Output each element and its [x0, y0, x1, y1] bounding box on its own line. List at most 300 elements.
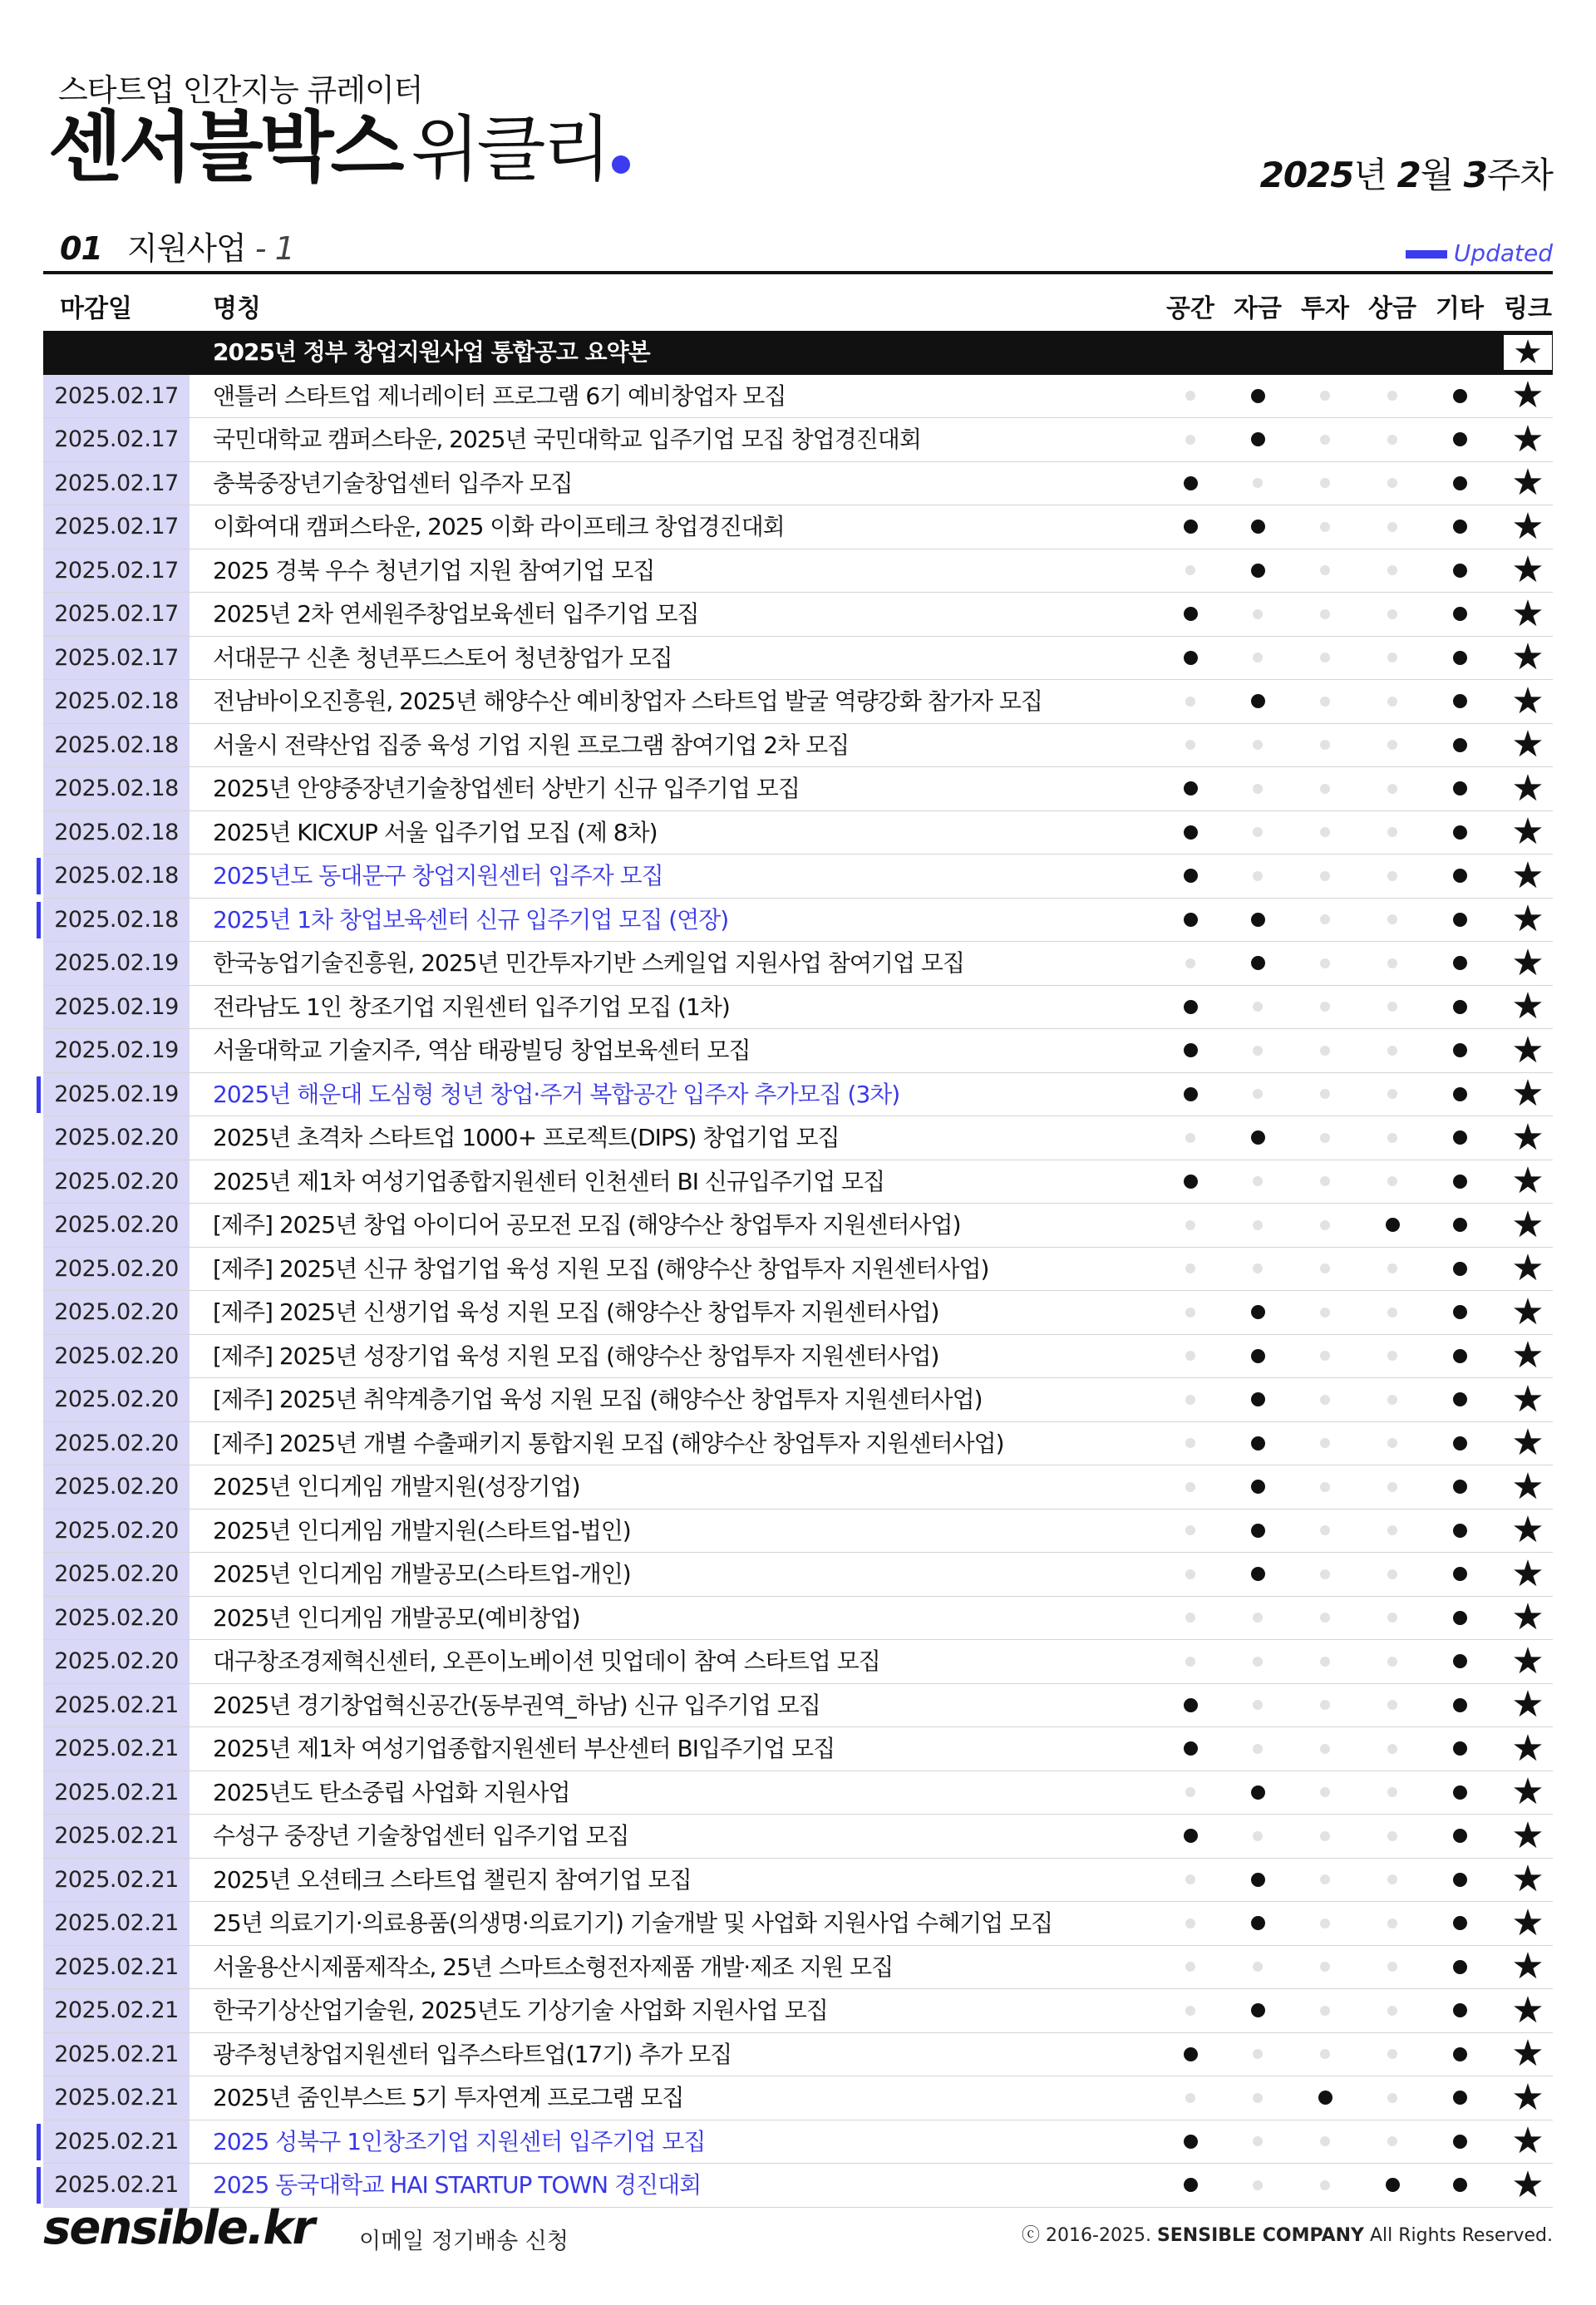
fund-on-dot-icon [1224, 942, 1291, 985]
row-title[interactable]: [제주] 2025년 취약계층기업 육성 지원 모집 (해양수산 창업투자 지원센터사업) [213, 1386, 983, 1413]
row-deadline: 2025.02.20 [43, 1116, 190, 1160]
row-title[interactable]: 서울용산시제품제작소, 25년 스마트소형전자제품 개발·제조 지원 모집 [213, 1953, 894, 1981]
invest-off-dot-icon [1292, 1989, 1358, 2032]
invest-off-dot-icon [1292, 2033, 1358, 2076]
row-deadline: 2025.02.21 [43, 1902, 190, 1945]
link-star-icon[interactable]: ★ [1511, 2120, 1544, 2163]
link-star-icon[interactable]: ★ [1511, 854, 1544, 897]
prize-off-dot-icon [1359, 1422, 1426, 1465]
row-title[interactable]: 2025년도 동대문구 창업지원센터 입주자 모집 [213, 862, 663, 889]
column-header-date: 마감일 [60, 294, 132, 323]
etc-on-dot-icon [1426, 549, 1493, 593]
link-star-icon[interactable]: ★ [1511, 1726, 1544, 1770]
row-title[interactable]: 대구창조경제혁신센터, 오픈이노베이션 밋업데이 참여 스타트업 모집 [213, 1647, 880, 1675]
space-off-dot-icon [1157, 1378, 1224, 1421]
invest-off-dot-icon [1292, 811, 1358, 855]
link-star-icon[interactable]: ★ [1511, 1683, 1544, 1726]
table-header [43, 274, 1553, 331]
space-off-dot-icon [1157, 1248, 1224, 1291]
link-star-icon[interactable]: ★ [1511, 1421, 1544, 1465]
fund-off-dot-icon [1224, 2120, 1291, 2164]
fund-on-dot-icon [1224, 1989, 1291, 2032]
link-star-icon[interactable]: ★ [1511, 1814, 1544, 1857]
table-row[interactable] [43, 1553, 1553, 1597]
fund-on-dot-icon [1224, 1553, 1291, 1596]
table-row[interactable] [43, 462, 1553, 506]
link-star-icon[interactable]: ★ [1511, 1203, 1544, 1246]
prize-off-dot-icon [1359, 1815, 1426, 1858]
etc-on-dot-icon [1426, 1771, 1493, 1815]
link-star-icon[interactable]: ★ [1511, 2032, 1544, 2076]
row-title[interactable]: 2025년 제1차 여성기업종합지원센터 인천센터 BI 신규입주기업 모집 [213, 1167, 885, 1195]
table-row[interactable] [43, 767, 1553, 811]
etc-on-dot-icon [1426, 2033, 1493, 2076]
invest-off-dot-icon [1292, 899, 1358, 942]
link-star-icon[interactable]: ★ [1511, 1988, 1544, 2032]
row-deadline: 2025.02.18 [43, 855, 190, 898]
week-month: 2 [1396, 155, 1421, 195]
table-row[interactable] [43, 1073, 1553, 1117]
table-row[interactable] [43, 942, 1553, 986]
link-star-icon[interactable]: ★ [1511, 636, 1544, 679]
fund-on-dot-icon [1224, 418, 1291, 461]
table-row[interactable] [43, 549, 1553, 593]
etc-on-dot-icon [1426, 1597, 1493, 1640]
space-off-dot-icon [1157, 1989, 1224, 2032]
row-title[interactable]: 2025년 해운대 도심형 청년 창업·주거 복합공간 입주자 추가모집 (3차) [213, 1080, 900, 1108]
row-title[interactable]: 2025 성북구 1인창조기업 지원센터 입주기업 모집 [213, 2127, 706, 2155]
table-row[interactable] [43, 1902, 1553, 1946]
invest-off-dot-icon [1292, 1640, 1358, 1683]
link-star-icon[interactable]: ★ [1511, 417, 1544, 461]
etc-on-dot-icon [1426, 2164, 1493, 2207]
row-deadline: 2025.02.21 [43, 1946, 190, 1989]
row-title[interactable]: [제주] 2025년 개별 수출패키지 통합지원 모집 (해양수산 창업투자 지원센터사업) [213, 1429, 1004, 1457]
invest-off-dot-icon [1292, 505, 1358, 549]
etc-on-dot-icon [1426, 1029, 1493, 1072]
table-row[interactable] [43, 1640, 1553, 1684]
copyright [1022, 2221, 1553, 2247]
link-star-icon[interactable]: ★ [1511, 1377, 1544, 1421]
row-deadline: 2025.02.18 [43, 680, 190, 723]
space-on-dot-icon [1157, 811, 1224, 855]
fund-on-dot-icon [1224, 1422, 1291, 1465]
prize-off-dot-icon [1359, 418, 1426, 461]
fund-on-dot-icon [1224, 1378, 1291, 1421]
link-star-icon[interactable]: ★ [1511, 1639, 1544, 1682]
prize-off-dot-icon [1359, 2033, 1426, 2076]
fund-off-dot-icon [1224, 1160, 1291, 1204]
table-row[interactable] [43, 1116, 1553, 1160]
etc-on-dot-icon [1426, 1160, 1493, 1204]
footer-brand-logo[interactable]: sensible.kr [43, 2201, 314, 2255]
link-star-icon[interactable]: ★ [1511, 2163, 1544, 2206]
fund-off-dot-icon [1224, 767, 1291, 810]
table-row[interactable] [43, 855, 1553, 899]
invest-off-dot-icon [1292, 1771, 1358, 1815]
row-title[interactable]: [제주] 2025년 신규 창업기업 육성 지원 모집 (해양수산 창업투자 지원센터사업) [213, 1254, 989, 1283]
prize-off-dot-icon [1359, 1160, 1426, 1204]
column-header-link: 링크 [1504, 294, 1552, 323]
fund-off-dot-icon [1224, 1815, 1291, 1858]
prize-off-dot-icon [1359, 1116, 1426, 1160]
table-row[interactable] [43, 1378, 1553, 1422]
row-deadline: 2025.02.21 [43, 1859, 190, 1902]
table-row[interactable] [43, 593, 1553, 637]
invest-off-dot-icon [1292, 1859, 1358, 1902]
row-title[interactable]: 2025년 오션테크 스타트업 챌린지 참여기업 모집 [213, 1865, 692, 1894]
link-star-icon[interactable]: ★ [1511, 1160, 1544, 1203]
invest-off-dot-icon [1292, 767, 1358, 810]
table-row[interactable] [43, 811, 1553, 855]
invest-off-dot-icon [1292, 1946, 1358, 1989]
table-row[interactable] [43, 1204, 1553, 1248]
space-off-dot-icon [1157, 1204, 1224, 1247]
row-deadline: 2025.02.17 [43, 375, 190, 418]
row-deadline: 2025.02.17 [43, 462, 190, 505]
table-row[interactable] [43, 2033, 1553, 2077]
prize-off-dot-icon [1359, 1510, 1426, 1553]
row-deadline: 2025.02.20 [43, 1204, 190, 1247]
row-deadline: 2025.02.18 [43, 899, 190, 942]
fund-on-dot-icon [1224, 1902, 1291, 1945]
updated-legend-bar-icon [1406, 250, 1447, 259]
copyright-rights: All Rights Reserved. [1369, 2225, 1553, 2246]
row-title[interactable]: 2025 동국대학교 HAI STARTUP TOWN 경진대회 [213, 2171, 702, 2199]
etc-on-dot-icon [1426, 2076, 1493, 2120]
space-off-dot-icon [1157, 1116, 1224, 1160]
prize-off-dot-icon [1359, 1291, 1426, 1334]
fund-off-dot-icon [1224, 462, 1291, 505]
fund-off-dot-icon [1224, 855, 1291, 898]
table-row[interactable] [43, 2076, 1553, 2120]
row-deadline: 2025.02.17 [43, 549, 190, 593]
link-star-icon[interactable]: ★ [1511, 766, 1544, 810]
table-row[interactable] [43, 986, 1553, 1030]
table-row[interactable] [43, 1989, 1553, 2033]
table-row[interactable] [43, 505, 1553, 549]
link-star-icon[interactable]: ★ [1511, 1465, 1544, 1508]
link-star-icon[interactable]: ★ [1511, 1771, 1544, 1814]
space-off-dot-icon [1157, 549, 1224, 593]
row-title[interactable]: 이화여대 캠퍼스타운, 2025 이화 라이프테크 창업경진대회 [213, 513, 785, 540]
row-title[interactable]: 서울대학교 기술지주, 역삼 태광빌딩 창업보육센터 모집 [213, 1037, 751, 1064]
fund-off-dot-icon [1224, 1946, 1291, 1989]
table-row[interactable] [43, 637, 1553, 681]
etc-on-dot-icon [1426, 1116, 1493, 1160]
row-deadline: 2025.02.20 [43, 1510, 190, 1553]
prize-off-dot-icon [1359, 811, 1426, 855]
prize-on-dot-icon [1359, 1204, 1426, 1247]
row-title[interactable]: 2025년 안양중장년기술창업센터 상반기 신규 입주기업 모집 [213, 775, 800, 802]
table-row[interactable] [43, 418, 1553, 462]
row-deadline: 2025.02.19 [43, 1073, 190, 1116]
fund-off-dot-icon [1224, 1073, 1291, 1116]
link-star-icon[interactable]: ★ [1511, 1072, 1544, 1116]
week-year-suffix: 년 [1353, 155, 1387, 195]
link-star-icon[interactable]: ★ [1511, 1901, 1544, 1944]
etc-on-dot-icon [1426, 811, 1493, 855]
fund-off-dot-icon [1224, 1684, 1291, 1727]
row-title[interactable]: 광주청년창업지원센터 입주스타트업(17기) 추가 모집 [213, 2040, 732, 2068]
table-body [43, 331, 1553, 2208]
fund-on-dot-icon [1224, 1465, 1291, 1509]
invest-off-dot-icon [1292, 942, 1358, 985]
invest-off-dot-icon [1292, 418, 1358, 461]
space-off-dot-icon [1157, 1510, 1224, 1553]
invest-off-dot-icon [1292, 2164, 1358, 2207]
invest-off-dot-icon [1292, 462, 1358, 505]
subscribe-link[interactable]: 이메일 정기배송 신청 [359, 2229, 569, 2254]
invest-off-dot-icon [1292, 549, 1358, 593]
space-off-dot-icon [1157, 1946, 1224, 1989]
etc-on-dot-icon [1426, 418, 1493, 461]
space-off-dot-icon [1157, 375, 1224, 418]
link-star-icon[interactable]: ★ [1511, 1509, 1544, 1552]
table-row[interactable] [43, 1859, 1553, 1903]
invest-off-dot-icon [1292, 1553, 1358, 1596]
row-title[interactable]: 2025년 경기창업혁신공간(동부권역_하남) 신규 입주기업 모집 [213, 1691, 820, 1719]
prize-off-dot-icon [1359, 2076, 1426, 2120]
row-title[interactable]: 전라남도 1인 창조기업 지원센터 입주기업 모집 (1차) [213, 992, 730, 1021]
fund-off-dot-icon [1224, 1029, 1291, 1072]
space-on-dot-icon [1157, 593, 1224, 636]
prize-off-dot-icon [1359, 855, 1426, 898]
space-off-dot-icon [1157, 1902, 1224, 1945]
table-row[interactable] [43, 680, 1553, 724]
space-off-dot-icon [1157, 1465, 1224, 1509]
row-deadline: 2025.02.21 [43, 2076, 190, 2120]
week-number-suffix: 주차 [1486, 155, 1553, 195]
row-deadline: 2025.02.21 [43, 1727, 190, 1771]
prize-off-dot-icon [1359, 680, 1426, 723]
table-row[interactable] [43, 1597, 1553, 1641]
invest-off-dot-icon [1292, 1248, 1358, 1291]
row-title[interactable]: 2025년 KICXUP 서울 입주기업 모집 (제 8차) [213, 818, 658, 846]
link-star-icon[interactable]: ★ [1511, 985, 1544, 1028]
table-row[interactable] [43, 1465, 1553, 1510]
prize-off-dot-icon [1359, 1902, 1426, 1945]
table-row[interactable] [43, 1684, 1553, 1728]
row-deadline: 2025.02.21 [43, 1684, 190, 1727]
row-title[interactable]: 2025년 줌인부스트 5기 투자연계 프로그램 모집 [213, 2084, 684, 2111]
etc-on-dot-icon [1426, 724, 1493, 767]
link-star-icon[interactable]: ★ [1511, 1596, 1544, 1639]
row-title[interactable]: 2025년 초격차 스타트업 1000+ 프로젝트(DIPS) 창업기업 모집 [213, 1124, 840, 1151]
row-title[interactable]: 2025년 제1차 여성기업종합지원센터 부산센터 BI입주기업 모집 [213, 1735, 835, 1762]
table-row[interactable] [43, 1291, 1553, 1335]
row-title[interactable]: [제주] 2025년 성장기업 육성 지원 모집 (해양수산 창업투자 지원센터사업) [213, 1342, 939, 1370]
prize-off-dot-icon [1359, 1465, 1426, 1509]
row-deadline: 2025.02.21 [43, 2120, 190, 2164]
row-title[interactable]: 수성구 중장년 기술창업센터 입주기업 모집 [213, 1822, 629, 1849]
space-off-dot-icon [1157, 1335, 1224, 1378]
column-header-prize: 상금 [1368, 294, 1416, 323]
etc-on-dot-icon [1426, 1422, 1493, 1465]
prize-off-dot-icon [1359, 549, 1426, 593]
column-header-space: 공간 [1166, 294, 1214, 323]
prize-off-dot-icon [1359, 899, 1426, 942]
row-title[interactable]: 2025년도 탄소중립 사업화 지원사업 [213, 1778, 570, 1806]
link-star-icon[interactable]: ★ [1511, 941, 1544, 984]
prize-off-dot-icon [1359, 1597, 1426, 1640]
space-on-dot-icon [1157, 986, 1224, 1029]
week-number: 3 [1463, 155, 1487, 195]
space-on-dot-icon [1157, 1815, 1224, 1858]
fund-on-dot-icon [1224, 1116, 1291, 1160]
link-star-icon[interactable]: ★ [1511, 1116, 1544, 1159]
row-deadline: 2025.02.20 [43, 1378, 190, 1421]
row-title[interactable]: 앤틀러 스타트업 제너레이터 프로그램 6기 예비창업자 모집 [213, 382, 786, 410]
table-row[interactable] [43, 1335, 1553, 1379]
etc-on-dot-icon [1426, 1073, 1493, 1116]
link-star-icon[interactable]: ★ [1511, 1334, 1544, 1377]
row-deadline: 2025.02.18 [43, 767, 190, 810]
row-title[interactable]: 2025년 인디게임 개발지원(성장기업) [213, 1473, 580, 1500]
space-off-dot-icon [1157, 724, 1224, 767]
prize-on-dot-icon [1359, 2164, 1426, 2207]
row-title[interactable]: 국민대학교 캠퍼스타운, 2025년 국민대학교 입주기업 모집 창업경진대회 [213, 426, 921, 453]
space-off-dot-icon [1157, 418, 1224, 461]
space-off-dot-icon [1157, 1422, 1224, 1465]
row-title[interactable]: 서울시 전략산업 집중 육성 기업 지원 프로그램 참여기업 2차 모집 [213, 731, 850, 759]
row-title[interactable]: 2025 경북 우수 청년기업 지원 참여기업 모집 [213, 556, 655, 584]
prize-off-dot-icon [1359, 1727, 1426, 1771]
etc-on-dot-icon [1426, 1946, 1493, 1989]
invest-off-dot-icon [1292, 2120, 1358, 2164]
prize-off-dot-icon [1359, 1946, 1426, 1989]
fund-off-dot-icon [1224, 2033, 1291, 2076]
row-title[interactable]: 2025년 인디게임 개발공모(스타트업-개인) [213, 1560, 631, 1588]
fund-off-dot-icon [1224, 724, 1291, 767]
section-number: 01 [60, 230, 102, 267]
link-star-icon[interactable]: ★ [1511, 679, 1544, 722]
invest-off-dot-icon [1292, 375, 1358, 418]
space-on-dot-icon [1157, 1684, 1224, 1727]
row-deadline: 2025.02.21 [43, 1989, 190, 2032]
fund-off-dot-icon [1224, 593, 1291, 636]
link-star-icon[interactable]: ★ [1511, 1858, 1544, 1901]
link-star-icon[interactable]: ★ [1511, 505, 1544, 548]
fund-on-dot-icon [1224, 1335, 1291, 1378]
table-row[interactable] [43, 375, 1553, 419]
title-light: 위클리 [411, 108, 608, 191]
link-star-icon[interactable]: ★ [1511, 1945, 1544, 1988]
fund-on-dot-icon [1224, 549, 1291, 593]
etc-on-dot-icon [1426, 855, 1493, 898]
space-on-dot-icon [1157, 1029, 1224, 1072]
link-star-icon[interactable]: ★ [1511, 461, 1544, 505]
row-title[interactable]: 한국농업기술진흥원, 2025년 민간투자기반 스케일업 지원사업 참여기업 모집 [213, 949, 965, 977]
table-row[interactable] [43, 1510, 1553, 1554]
row-title[interactable]: 2025년 정부 창업지원사업 통합공고 요약본 [213, 338, 650, 366]
row-title[interactable]: 25년 의료기기·의료용품(의생명·의료기기) 기술개발 및 사업화 지원사업 수혜기업 모집 [213, 1909, 1053, 1937]
table-row[interactable] [43, 2120, 1553, 2165]
row-deadline: 2025.02.20 [43, 1335, 190, 1378]
featured-row[interactable] [43, 331, 1553, 375]
prize-off-dot-icon [1359, 942, 1426, 985]
link-star-icon[interactable]: ★ [1511, 1028, 1544, 1071]
table-row[interactable] [43, 899, 1553, 943]
prize-off-dot-icon [1359, 1771, 1426, 1815]
prize-off-dot-icon [1359, 1859, 1426, 1902]
column-header-etc: 기타 [1436, 294, 1484, 323]
fund-on-dot-icon [1224, 680, 1291, 723]
invest-off-dot-icon [1292, 1684, 1358, 1727]
etc-on-dot-icon [1426, 1335, 1493, 1378]
link-star-icon[interactable]: ★ [1511, 723, 1544, 766]
table-row[interactable] [43, 724, 1553, 768]
fund-off-dot-icon [1224, 2076, 1291, 2120]
row-title[interactable]: 2025년 1차 창업보육센터 신규 입주기업 모집 (연장) [213, 905, 729, 933]
link-star-icon[interactable]: ★ [1511, 592, 1544, 635]
space-off-dot-icon [1157, 1859, 1224, 1902]
copyright-years: ⓒ 2016-2025. [1022, 2225, 1151, 2246]
table-row[interactable] [43, 1029, 1553, 1073]
row-title[interactable]: 한국기상산업기술원, 2025년도 기상기술 사업화 지원사업 모집 [213, 1997, 828, 2024]
space-on-dot-icon [1157, 2033, 1224, 2076]
row-title[interactable]: 충북중장년기술창업센터 입주자 모집 [213, 469, 573, 497]
row-deadline: 2025.02.17 [43, 505, 190, 549]
link-star-icon[interactable]: ★ [1511, 898, 1544, 941]
row-title[interactable]: 2025년 2차 연세원주창업보육센터 입주기업 모집 [213, 600, 699, 628]
link-star-icon[interactable]: ★ [1511, 549, 1544, 592]
row-deadline: 2025.02.21 [43, 1771, 190, 1815]
link-star-icon[interactable]: ★ [1504, 335, 1552, 370]
etc-on-dot-icon [1426, 1815, 1493, 1858]
fund-off-dot-icon [1224, 1727, 1291, 1771]
row-deadline: 2025.02.18 [43, 811, 190, 855]
fund-off-dot-icon [1224, 1248, 1291, 1291]
table-row[interactable] [43, 1422, 1553, 1466]
link-star-icon[interactable]: ★ [1511, 2076, 1544, 2119]
prize-off-dot-icon [1359, 724, 1426, 767]
link-star-icon[interactable]: ★ [1511, 810, 1544, 854]
row-title[interactable]: 2025년 인디게임 개발공모(예비창업) [213, 1603, 580, 1632]
space-on-dot-icon [1157, 899, 1224, 942]
prize-off-dot-icon [1359, 637, 1426, 680]
etc-on-dot-icon [1426, 1291, 1493, 1334]
etc-on-dot-icon [1426, 1989, 1493, 2032]
link-star-icon[interactable]: ★ [1511, 1290, 1544, 1333]
row-title[interactable]: 전남바이오진흥원, 2025년 해양수산 예비창업자 스타트업 발굴 역량강화 참가자 모집 [213, 687, 1042, 715]
row-title[interactable]: 2025년 인디게임 개발지원(스타트업-법인) [213, 1516, 631, 1544]
row-deadline: 2025.02.21 [43, 1815, 190, 1858]
fund-off-dot-icon [1224, 1640, 1291, 1683]
row-title[interactable]: 서대문구 신촌 청년푸드스토어 청년창업가 모집 [213, 643, 672, 672]
table-row[interactable] [43, 1727, 1553, 1771]
table-row[interactable] [43, 1160, 1553, 1204]
space-on-dot-icon [1157, 855, 1224, 898]
row-title[interactable]: [제주] 2025년 창업 아이디어 공모전 모집 (해양수산 창업투자 지원센터사업) [213, 1211, 961, 1239]
space-on-dot-icon [1157, 767, 1224, 810]
table-row[interactable] [43, 1815, 1553, 1859]
link-star-icon[interactable]: ★ [1511, 1247, 1544, 1290]
fund-on-dot-icon [1224, 1859, 1291, 1902]
link-star-icon[interactable]: ★ [1511, 1552, 1544, 1595]
row-title[interactable]: [제주] 2025년 신생기업 육성 지원 모집 (해양수산 창업투자 지원센터사업) [213, 1298, 939, 1326]
table-row[interactable] [43, 1771, 1553, 1815]
etc-on-dot-icon [1426, 2120, 1493, 2164]
link-star-icon[interactable]: ★ [1511, 374, 1544, 417]
fund-off-dot-icon [1224, 637, 1291, 680]
table-row[interactable] [43, 1248, 1553, 1292]
prize-off-dot-icon [1359, 986, 1426, 1029]
invest-off-dot-icon [1292, 1335, 1358, 1378]
prize-off-dot-icon [1359, 1553, 1426, 1596]
table-row[interactable] [43, 1946, 1553, 1990]
prize-off-dot-icon [1359, 1335, 1426, 1378]
